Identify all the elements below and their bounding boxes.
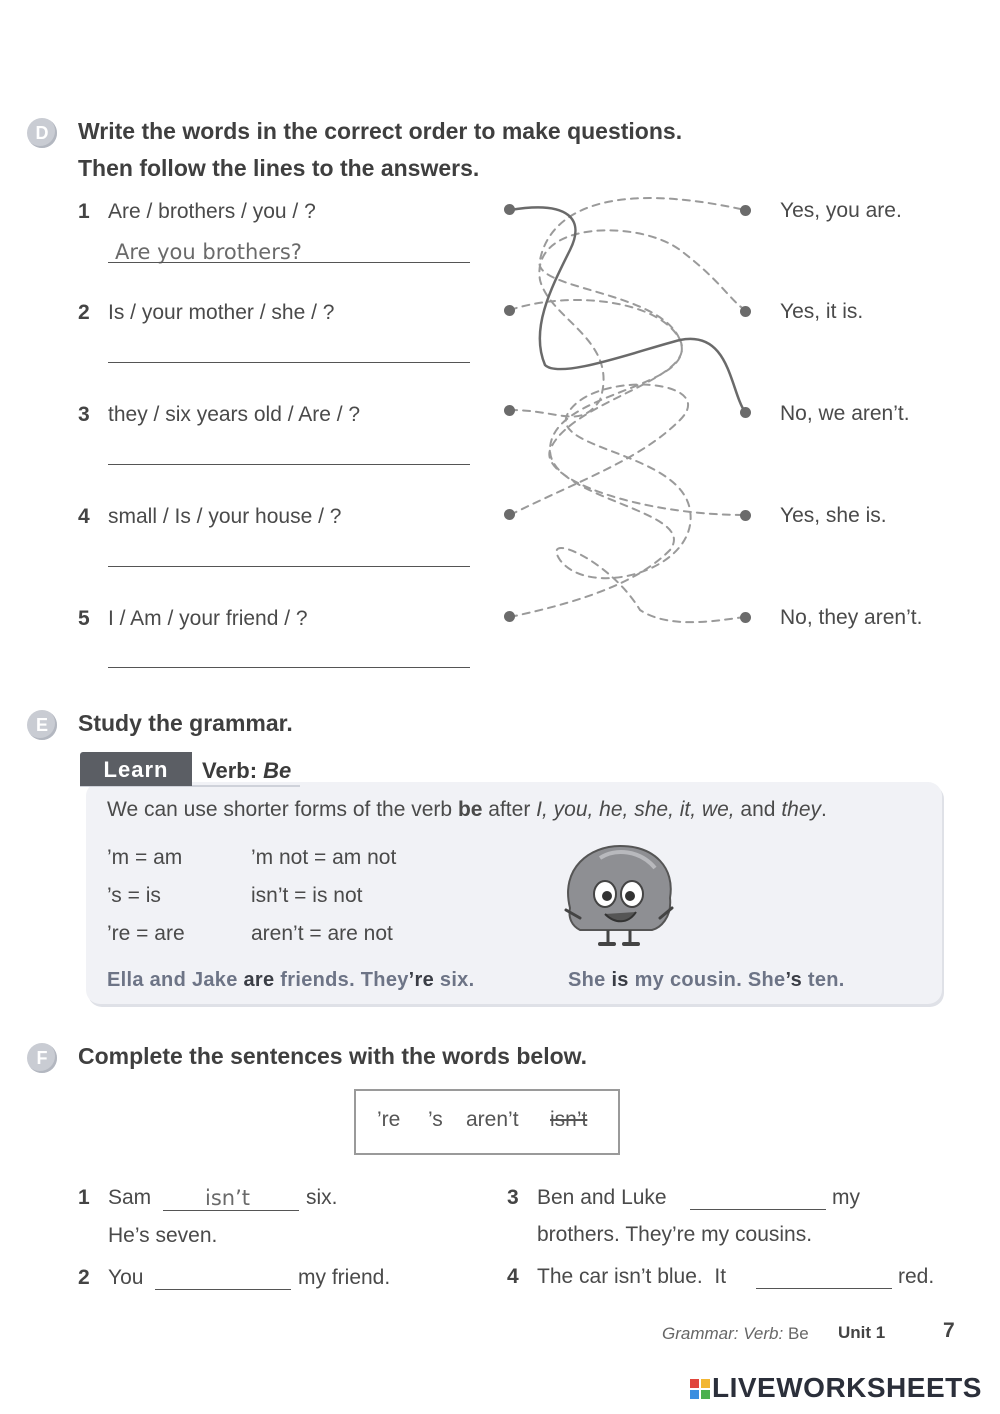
item-4-blank[interactable] xyxy=(756,1288,892,1289)
form-right-2: isn’t = is not xyxy=(251,884,363,907)
solid-path-1 xyxy=(510,207,745,412)
item-4-after: red. xyxy=(898,1265,935,1288)
dashed-path-4 xyxy=(510,385,745,623)
dashed-path-2 xyxy=(510,300,745,515)
response-1: Yes, you are. xyxy=(780,199,902,222)
example-1-a: Ella and Jake xyxy=(107,969,244,991)
question-5-answer-line[interactable] xyxy=(108,667,470,668)
rule-bold: be xyxy=(457,798,483,821)
example-2-e: ten. xyxy=(802,969,845,991)
dashed-path-5 xyxy=(510,198,745,617)
item-3-line2: brothers. They’re my cousins. xyxy=(537,1223,813,1246)
item-3-before: Ben and Luke xyxy=(537,1186,667,1209)
question-2-dot[interactable] xyxy=(504,305,515,316)
section-f-badge: F xyxy=(27,1043,57,1073)
footer-label-plain: Be xyxy=(787,1324,809,1343)
grammar-example-2 xyxy=(568,969,845,992)
example-2-a: She xyxy=(568,969,612,991)
rule-part-3: and xyxy=(734,798,782,821)
item-1-before: Sam xyxy=(108,1186,152,1209)
footer-label xyxy=(662,1324,809,1344)
response-2: Yes, it is. xyxy=(780,300,864,323)
example-2-b: is xyxy=(611,969,629,991)
item-3-blank[interactable] xyxy=(690,1209,826,1210)
footer-unit: Unit 1 xyxy=(838,1323,886,1342)
item-2-after: my friend. xyxy=(298,1266,391,1289)
section-f-instruction: Complete the sentences with the words below. xyxy=(78,1043,588,1069)
item-1-line2: He’s seven. xyxy=(108,1224,218,1247)
form-left-3: ’re = are xyxy=(107,922,185,945)
matching-lines xyxy=(490,180,760,640)
item-3-after: my xyxy=(832,1186,860,1209)
word-4-crossed: isn’t xyxy=(550,1108,588,1131)
footer-label-italic: Grammar: Verb: xyxy=(662,1324,788,1343)
response-2-dot[interactable] xyxy=(740,306,751,317)
item-1-blank xyxy=(163,1210,299,1211)
example-1-e: six. xyxy=(434,969,475,991)
question-1-prompt: Are / brothers / you / ? xyxy=(108,200,316,223)
question-3-prompt: they / six years old / Are / ? xyxy=(108,403,361,426)
question-3-answer-line[interactable] xyxy=(108,464,470,465)
section-d-instruction-2: Then follow the lines to the answers. xyxy=(78,155,480,181)
question-1-answer[interactable]: Are you brothers? xyxy=(115,240,302,264)
form-right-3: aren’t = are not xyxy=(251,922,393,945)
example-1-b: are xyxy=(243,969,275,991)
item-2-before: You xyxy=(108,1266,144,1289)
question-4-number: 4 xyxy=(78,505,90,528)
question-5-dot[interactable] xyxy=(504,611,515,622)
grammar-example-1 xyxy=(107,969,474,992)
rule-part-1: We can use shorter forms of the verb xyxy=(107,798,458,821)
response-3-dot[interactable] xyxy=(740,407,751,418)
question-2-number: 2 xyxy=(78,301,90,324)
response-3: No, we aren’t. xyxy=(780,402,910,425)
page-number: 7 xyxy=(943,1319,955,1342)
question-3-number: 3 xyxy=(78,403,90,426)
grammar-rule xyxy=(107,798,827,822)
item-1-number: 1 xyxy=(78,1186,90,1209)
response-5: No, they aren’t. xyxy=(780,606,923,629)
question-5-prompt: I / Am / your friend / ? xyxy=(108,607,308,630)
item-3-number: 3 xyxy=(507,1186,519,1209)
liveworksheets-icon xyxy=(690,1379,710,1399)
form-right-1: ’m not = am not xyxy=(251,846,397,869)
rule-last: they xyxy=(781,798,822,821)
response-1-dot[interactable] xyxy=(740,205,751,216)
example-1-d: ’re xyxy=(408,969,435,991)
form-left-1: ’m = am xyxy=(107,846,183,869)
liveworksheets-logo xyxy=(690,1372,982,1404)
question-3-dot[interactable] xyxy=(504,405,515,416)
rule-pronouns: I, you, he, she, it, we, xyxy=(536,798,735,821)
item-2-blank[interactable] xyxy=(155,1289,291,1290)
word-1: ’re xyxy=(377,1108,401,1131)
section-e-instruction: Study the grammar. xyxy=(78,710,293,736)
learn-title xyxy=(202,758,291,784)
rule-part-2: after xyxy=(482,798,537,821)
liveworksheets-text: LIVEWORKSHEETS xyxy=(712,1372,982,1403)
question-4-answer-line[interactable] xyxy=(108,566,470,567)
learn-title-prefix: Verb: xyxy=(202,758,264,783)
section-e-badge: E xyxy=(27,710,57,740)
example-1-c: friends. They xyxy=(274,969,409,991)
item-1-after: six. xyxy=(306,1186,338,1209)
item-2-number: 2 xyxy=(78,1266,90,1289)
item-1-filled[interactable]: isn’t xyxy=(205,1186,250,1210)
response-4: Yes, she is. xyxy=(780,504,887,527)
example-2-d: ’s xyxy=(785,969,803,991)
learn-title-verb: Be xyxy=(263,758,292,783)
word-2: ’s xyxy=(428,1108,443,1131)
question-1-number: 1 xyxy=(78,200,90,223)
section-d-instruction-1: Write the words in the correct order to make questions. xyxy=(78,118,683,144)
form-left-2: ’s = is xyxy=(107,884,161,907)
item-4-number: 4 xyxy=(507,1265,519,1288)
dashed-path-3 xyxy=(510,230,745,416)
section-d-badge: D xyxy=(27,118,57,148)
question-1-answer-line xyxy=(108,262,470,263)
word-3: aren’t xyxy=(466,1108,519,1131)
example-2-c: my cousin. She xyxy=(628,969,786,991)
response-4-dot[interactable] xyxy=(740,510,751,521)
mascot-illustration xyxy=(560,838,678,956)
question-1-dot[interactable] xyxy=(504,204,515,215)
learn-tag: Learn xyxy=(80,752,192,786)
question-2-prompt: Is / your mother / she / ? xyxy=(108,301,335,324)
response-5-dot[interactable] xyxy=(740,612,751,623)
question-2-answer-line[interactable] xyxy=(108,362,470,363)
item-4-before: The car isn’t blue. It xyxy=(537,1265,727,1288)
question-5-number: 5 xyxy=(78,607,90,630)
question-4-prompt: small / Is / your house / ? xyxy=(108,505,342,528)
rule-part-4: . xyxy=(821,798,827,821)
question-4-dot[interactable] xyxy=(504,509,515,520)
